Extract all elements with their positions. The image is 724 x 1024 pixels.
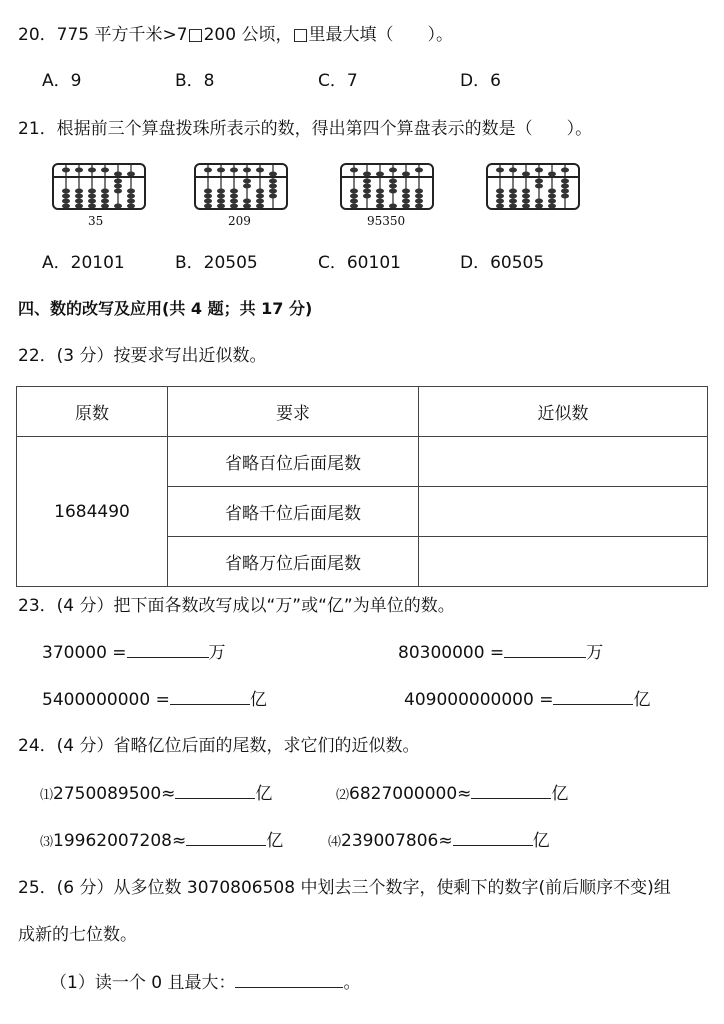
q20-option-b: B．8 [175,71,215,91]
abacus-4-icon [486,163,580,211]
q21-option-a: A．20101 [42,253,125,273]
q20-option-c: C．7 [318,71,358,91]
q23-unit: 亿 [633,690,651,710]
q22-table [16,386,708,587]
q25-sub1 [50,971,360,994]
abacus-3-icon [340,163,434,211]
answer-cell[interactable] [419,537,708,587]
q24-unit: 亿 [551,784,569,804]
answer-blank[interactable] [127,641,209,658]
row-requirement: 省略千位后面尾数 [168,487,419,537]
q23-expr: 80300000 = [398,643,505,663]
q24-item-1 [40,782,272,807]
q20-text: 20．775 平方千米>7□200 公顷，□里最大填（ ）。 [18,25,454,45]
answer-cell[interactable] [419,487,708,537]
abacus-3-label: 95350 [367,214,406,228]
answer-blank[interactable] [453,829,533,846]
answer-blank[interactable] [471,782,551,799]
abacus-1-icon [52,163,146,211]
q23-item-4 [404,688,650,711]
q23-unit: 亿 [249,690,267,710]
q24-item-4 [328,829,550,854]
q24-item-3 [40,829,283,854]
header-requirement: 要求 [168,387,419,437]
q24-unit: 亿 [255,784,273,804]
q24-num: ⑷ [328,835,342,850]
q25-text-line2: 成新的七位数。 [18,925,137,945]
row-requirement: 省略百位后面尾数 [168,437,419,487]
q24-num: ⑶ [40,835,54,850]
q24-num: ⑵ [336,788,350,803]
abacus-1-label: 35 [88,214,104,228]
answer-blank[interactable] [235,971,343,988]
answer-blank[interactable] [553,688,633,705]
q24-unit: 亿 [532,831,550,851]
q20-option-d: D．6 [460,71,501,91]
header-approx: 近似数 [419,387,708,437]
q24-expr: 239007806≈ [341,831,453,851]
q22-text: 22．(3 分）按要求写出近似数。 [18,346,267,366]
q21-option-b: B．20505 [175,253,258,273]
q20-option-a: A．9 [42,71,82,91]
q23-item-3 [42,688,267,711]
q25-sub1-label: （1）读一个 0 且最大： [50,973,236,993]
q21-option-d: D．60505 [460,253,545,273]
header-original: 原数 [17,387,168,437]
q24-expr: 2750089500≈ [53,784,176,804]
q25-sub1-end: 。 [343,973,361,993]
q23-expr: 370000 = [42,643,127,663]
abacus-2-icon [194,163,288,211]
q24-expr: 19962007208≈ [53,831,187,851]
answer-blank[interactable] [186,829,266,846]
q23-text: 23．(4 分）把下面各数改写成以“万”或“亿”为单位的数。 [18,596,455,616]
q24-item-2 [336,782,568,807]
row-requirement: 省略万位后面尾数 [168,537,419,587]
q24-expr: 6827000000≈ [349,784,472,804]
q21-option-c: C．60101 [318,253,401,273]
abacus-2-label: 209 [228,214,251,228]
q23-unit: 万 [208,643,226,663]
q24-num: ⑴ [40,788,54,803]
q24-text: 24．(4 分）省略亿位后面的尾数，求它们的近似数。 [18,736,420,756]
answer-cell[interactable] [419,437,708,487]
original-number: 1684490 [17,437,168,587]
q23-expr: 5400000000 = [42,690,170,710]
q24-unit: 亿 [266,831,284,851]
q23-item-1 [42,641,226,664]
answer-blank[interactable] [504,641,586,658]
q25-text-line1: 25．(6 分）从多位数 3070806508 中划去三个数字，使剩下的数字(前后顺序不变)组 [18,878,671,898]
section-title: 四、数的改写及应用(共 4 题；共 17 分) [18,299,313,318]
q23-item-2 [398,641,603,664]
answer-blank[interactable] [175,782,255,799]
q23-expr: 409000000000 = [404,690,554,710]
q21-text: 21．根据前三个算盘拨珠所表示的数，得出第四个算盘表示的数是（ ）。 [18,119,593,139]
q23-unit: 万 [586,643,604,663]
answer-blank[interactable] [170,688,250,705]
